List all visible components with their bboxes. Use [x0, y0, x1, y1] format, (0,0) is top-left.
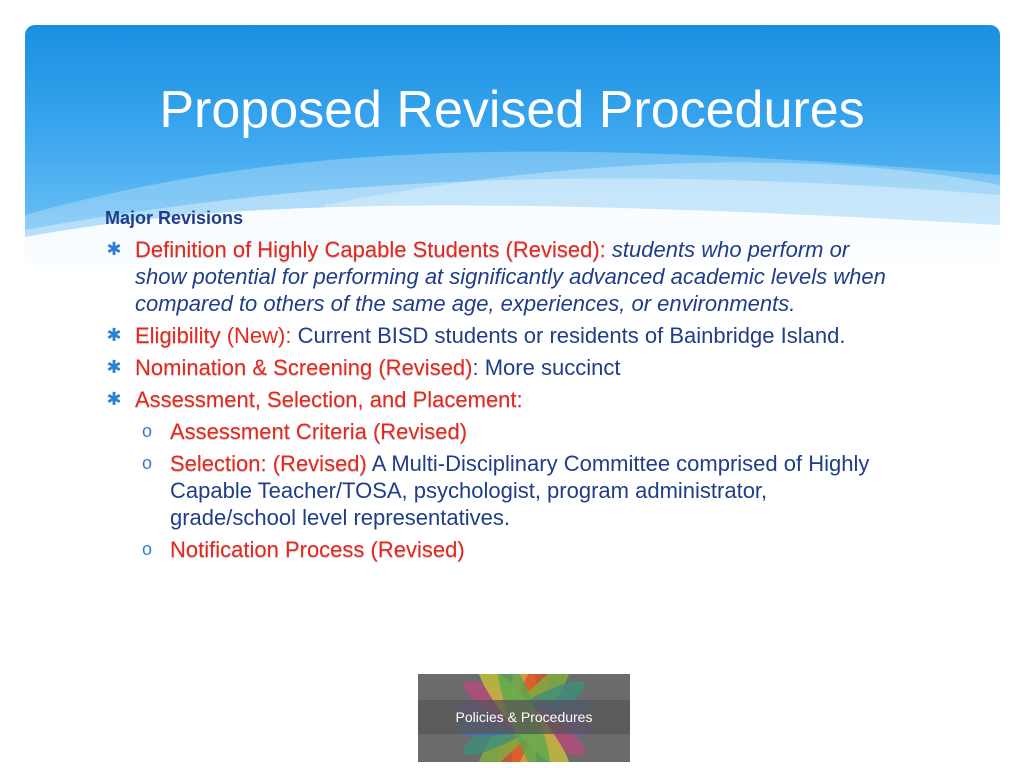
slide-body [105, 205, 895, 563]
asterisk-bullet-icon: ✱ [106, 389, 122, 409]
sub-bullet-label: Notification Process (Revised) [170, 537, 465, 562]
asterisk-bullet-icon: ✱ [106, 357, 122, 377]
bullet-nomination [105, 354, 895, 381]
bullet-assessment [105, 386, 895, 413]
bullet-label: Definition of Highly Capable Students (Revised): [135, 237, 606, 262]
bullet-text: Current BISD students or residents of Bainbridge Island. [291, 323, 846, 348]
slide-title: Proposed Revised Procedures [159, 81, 865, 139]
sub-bullet-selection [105, 450, 895, 531]
asterisk-bullet-icon: ✱ [106, 239, 122, 259]
sub-bullet-label: Selection: (Revised) [170, 451, 367, 476]
circle-bullet-icon: o [141, 539, 152, 559]
policies-procedures-logo [418, 674, 630, 762]
circle-bullet-icon: o [141, 421, 152, 441]
bullet-text: : More succinct [472, 355, 621, 380]
bullet-label: Nomination & Screening (Revised) [135, 355, 473, 380]
bullet-definition [105, 236, 895, 317]
asterisk-bullet-icon: ✱ [106, 325, 122, 345]
section-heading: Major Revisions [105, 208, 244, 228]
sub-bullet-text: A Multi-Disciplinary Committee comprised of Highly Capable Teacher/TOSA, psychologist, program administrator, grade/school level representatives. [170, 451, 870, 530]
sub-bullet-label: Assessment Criteria (Revised) [170, 419, 468, 444]
sub-bullet-notification [105, 536, 895, 563]
bullet-text: students who perform or show potential for performing at significantly advanced academic levels when compared to others of the same age, experiences, or environments. [135, 237, 886, 316]
circle-bullet-icon: o [141, 453, 152, 473]
logo-caption: Policies & Procedures [455, 709, 593, 725]
bullet-label: Assessment, Selection, and Placement: [135, 387, 523, 412]
bullet-label-suffix: (New): [220, 323, 292, 348]
sub-bullet-assessment-criteria [105, 418, 895, 445]
bullet-eligibility [105, 322, 895, 349]
bullet-label: Eligibility [135, 323, 221, 348]
